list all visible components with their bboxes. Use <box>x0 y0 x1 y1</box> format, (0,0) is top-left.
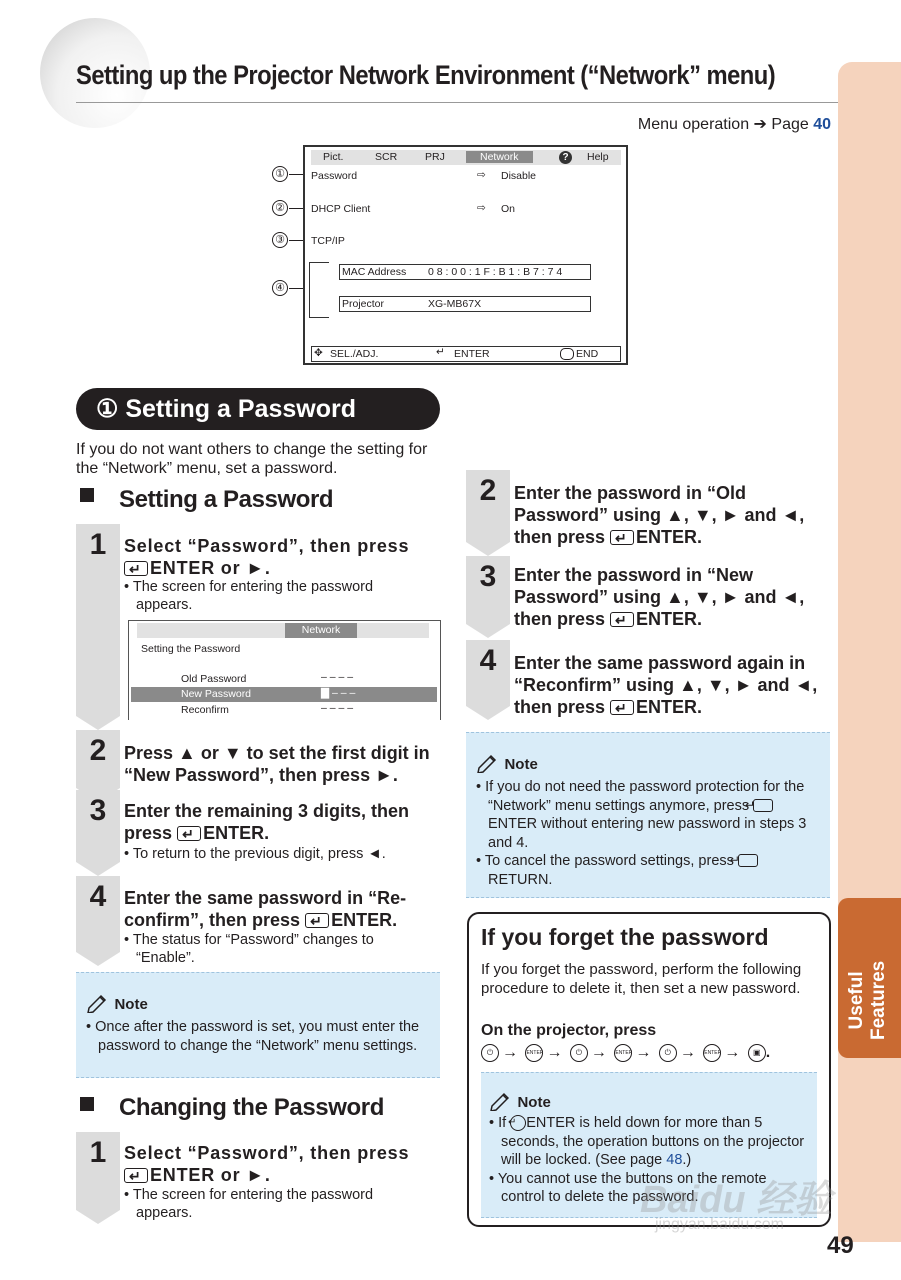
forget-note-1: • If ↵ ENTER is held down for more than 5 seconds, the operation buttons on the projector will be locked. (See page 48.) <box>489 1115 805 1168</box>
row-password-label[interactable]: Password <box>311 170 358 182</box>
change-step-4-head-b: ENTER. <box>636 697 703 717</box>
page-number: 49 <box>827 1232 854 1259</box>
change-step-1-body-text: The screen for entering the password appears. <box>132 1187 374 1221</box>
pw-old-label[interactable]: Old Password <box>181 673 247 685</box>
mac-value: 0 8 : 0 0 : 1 F : B 1 : B 7 : 7 4 <box>428 266 563 278</box>
projector-value: XG-MB67X <box>428 298 482 310</box>
side-strip <box>838 62 901 1242</box>
footer-enter: ENTER <box>454 348 490 360</box>
step-arrow <box>466 706 510 720</box>
change-step-2-heading <box>514 482 830 548</box>
step-4-head-a: Enter the same password in “Re-confirm”, then press <box>124 888 407 930</box>
step-4-heading <box>124 887 440 931</box>
note-item-1: • If you do not need the password protection for the “Network” menu settings anymore, press ↵ENTER without entering new password in steps 3 and 4. <box>476 778 820 852</box>
change-step-1-head-b: ENTER or ►. <box>150 1165 271 1185</box>
enter-icon <box>610 530 634 545</box>
note-heading <box>476 747 820 774</box>
enter-icon <box>177 826 201 841</box>
note-text-content: Once after the password is set, you must enter the password to change the “Network” menu settings. <box>95 1019 420 1054</box>
step-2-tab <box>76 730 120 788</box>
tab-prj[interactable]: PRJ <box>425 151 445 163</box>
pw-tab-network[interactable]: Network <box>285 623 357 638</box>
setting-heading: Setting a Password <box>119 486 334 513</box>
heading-square-icon <box>80 1097 94 1111</box>
enter-icon <box>610 612 634 627</box>
note-title: Note <box>114 996 148 1013</box>
step-2-num: 2 <box>89 734 107 767</box>
note-box-setting <box>76 972 440 1078</box>
step-4-head-b: ENTER. <box>331 910 398 930</box>
projector-label: Projector <box>342 298 385 310</box>
step-4-num: 4 <box>89 880 107 913</box>
change-step-3-tab <box>466 556 510 624</box>
page-48-link[interactable]: 48 <box>666 1152 683 1168</box>
footer-end: END <box>576 348 599 360</box>
step-1-body-text: The screen for entering the password appears. <box>132 579 374 613</box>
help-question-icon: ? <box>559 151 572 164</box>
step-3-body-text: To return to the previous digit, press ◄. <box>132 846 386 862</box>
pencil-note-icon <box>476 751 500 773</box>
step-4-body: • The status for “Password” changes to “Enable”. <box>124 932 374 966</box>
forget-text: If you forget the password, perform the following procedure to delete it, then set a new password. <box>481 961 802 997</box>
power-button-icon: ⏻ <box>481 1044 499 1062</box>
note-title: Note <box>504 756 538 773</box>
change-step-1-body: • The screen for entering the password appears. <box>124 1187 374 1221</box>
note-1a: If you do not need the password protection for the “Network” menu settings anymore, press <box>485 779 805 814</box>
projector-name-box <box>339 296 591 312</box>
arrow-icon: → <box>724 1044 741 1061</box>
arrow-right-icon: ⇨ <box>477 169 486 181</box>
arrow-icon: → <box>590 1044 607 1061</box>
change-step-3-head-a: Enter the password in “New Password” using ▲, ▼, ► and ◄, then press <box>514 565 805 629</box>
row-tcpip-label[interactable]: TCP/IP <box>311 235 345 247</box>
enter-button-icon: ↵ <box>510 1115 526 1131</box>
step-4-tab <box>76 876 120 952</box>
password-entry-screen <box>128 620 441 720</box>
note-heading <box>86 987 430 1014</box>
arrow-icon: → <box>635 1044 652 1061</box>
watermark-logo: Baidu 经验 <box>640 1179 833 1221</box>
note-title: Note <box>517 1094 551 1111</box>
pw-reconfirm-value: – – – – <box>321 702 354 714</box>
enter-icon <box>124 561 148 576</box>
network-menu-screen <box>303 145 628 365</box>
note-box-changing <box>466 732 830 898</box>
forget-on-projector: On the projector, press <box>481 1022 657 1039</box>
change-step-4-tab <box>466 640 510 706</box>
note-2b: RETURN. <box>488 871 553 888</box>
tab-scr[interactable]: SCR <box>375 151 398 163</box>
footer-sel: SEL./ADJ. <box>330 348 379 360</box>
step-1-num: 1 <box>89 528 107 561</box>
step-3-head-a: Enter the remaining 3 digits, then press <box>124 801 410 843</box>
change-step-4-num: 4 <box>479 644 497 677</box>
tab-help[interactable]: Help <box>587 151 609 163</box>
step-2-heading: Press ▲ or ▼ to set the first digit in “New Password”, then press ►. <box>124 743 430 785</box>
pw-tab-bar <box>137 623 429 638</box>
step-arrow <box>76 862 120 876</box>
enter-icon <box>753 799 773 812</box>
pw-new-highlight <box>131 687 437 702</box>
tab-pict[interactable]: Pict. <box>323 151 344 163</box>
step-1-tab <box>76 524 120 716</box>
changing-heading: Changing the Password <box>119 1094 384 1121</box>
row-dhcp-value: On <box>501 203 516 215</box>
step-arrow <box>466 624 510 638</box>
step-arrow <box>76 1210 120 1224</box>
pw-new-label[interactable]: New Password <box>181 688 252 700</box>
note-heading <box>489 1085 809 1112</box>
forget-note-2-text: You cannot use the buttons on the remote control to delete the password. <box>497 1170 767 1205</box>
change-step-1-tab <box>76 1132 120 1210</box>
step-arrow <box>76 716 120 730</box>
tab-network[interactable]: Network <box>466 151 533 163</box>
change-step-2-head-b: ENTER. <box>636 527 703 547</box>
change-step-2-head-a: Enter the password in “Old Password” using ▲, ▼, ► and ◄, then press <box>514 483 805 547</box>
arrow-icon: → <box>679 1044 696 1061</box>
pencil-note-icon <box>86 991 110 1013</box>
change-step-3-num: 3 <box>479 560 497 593</box>
callout-1: ① <box>272 166 288 182</box>
enter-icon <box>305 913 329 928</box>
change-step-2-tab <box>466 470 510 542</box>
forget-note-1a: If <box>498 1115 507 1131</box>
step-3-body: • To return to the previous digit, press ◄. <box>124 846 386 862</box>
step-1-heading <box>124 535 436 579</box>
step-1-head-a: Select “Password”, then press <box>124 536 410 556</box>
mac-label: MAC Address <box>342 266 407 278</box>
menu-op-label: Menu operation ➔ Page <box>637 116 814 133</box>
note-1b: ENTER without entering new password in steps 3 and 4. <box>488 816 807 851</box>
note-text: • Once after the password is set, you must enter the password to change the “Network” menu settings. <box>86 1019 420 1054</box>
callout-4: ④ <box>272 280 288 296</box>
enter-button-icon: ENTER <box>614 1044 632 1062</box>
row-dhcp-label[interactable]: DHCP Client <box>311 203 371 215</box>
heading-square-icon <box>80 488 94 502</box>
button-sequence: ⏻ → ENTER → ⏻ → ENTER → ⏻ → ENTER → ▣ . <box>481 1044 770 1062</box>
page-title: Setting up the Projector Network Environment (“Network” menu) <box>76 60 776 90</box>
forget-heading: If you forget the password <box>481 924 769 950</box>
step-arrow <box>466 542 510 556</box>
pencil-note-icon <box>489 1089 513 1111</box>
step-4-body-text: The status for “Password” changes to “Enable”. <box>132 932 374 966</box>
enter-button-icon: ENTER <box>703 1044 721 1062</box>
step-3-head-b: ENTER. <box>203 823 270 843</box>
forget-note-1b: ENTER is held down for more than 5 seconds, the operation buttons on the projector will be locked. (See page <box>501 1115 805 1168</box>
info-bracket <box>309 262 329 318</box>
pw-old-value: – – – – <box>321 671 354 683</box>
sel-adj-icon: ✥ <box>314 347 323 359</box>
callout-3: ③ <box>272 232 288 248</box>
menu-button-icon: ▣ <box>748 1044 766 1062</box>
step-1-head-b: ENTER or ►. <box>150 558 271 578</box>
menu-footer <box>311 346 621 362</box>
section-intro: If you do not want others to change the setting for the “Network” menu, set a password. <box>76 441 428 477</box>
return-icon <box>738 854 758 867</box>
change-step-2-num: 2 <box>479 474 497 507</box>
section-banner: ① Setting a Password <box>76 388 440 430</box>
arrow-right-icon: ⇨ <box>477 202 486 214</box>
tab-label-line2: Features <box>868 960 889 1040</box>
enter-icon <box>610 700 634 715</box>
menu-operation-ref <box>638 114 831 134</box>
forget-note-1c: .) <box>682 1152 692 1168</box>
step-3-num: 3 <box>89 794 107 827</box>
change-step-4-heading <box>514 652 830 718</box>
callout-2: ② <box>272 200 288 216</box>
change-step-1-num: 1 <box>89 1136 107 1169</box>
step-arrow <box>76 952 120 966</box>
note-item-2: • To cancel the password settings, press ↵RETURN. <box>476 852 820 889</box>
tab-label-line1: Useful <box>846 971 867 1030</box>
enter-icon: ↵ <box>436 346 445 358</box>
change-step-1-head-a: Select “Password”, then press <box>124 1143 410 1163</box>
arrow-icon: → <box>546 1044 563 1061</box>
power-button-icon: ⏻ <box>570 1044 588 1062</box>
end-icon <box>560 348 574 360</box>
enter-icon <box>124 1168 148 1183</box>
menu-op-page-link[interactable]: 40 <box>813 116 831 133</box>
arrow-icon: → <box>502 1044 518 1061</box>
note-2a: To cancel the password settings, press <box>484 853 734 869</box>
step-3-tab <box>76 790 120 862</box>
enter-button-icon: ENTER <box>525 1044 543 1062</box>
useful-features-label <box>846 961 890 1040</box>
change-step-3-head-b: ENTER. <box>636 609 703 629</box>
forget-note-2: • You cannot use the buttons on the remote control to delete the password. <box>489 1170 767 1205</box>
title-rule <box>76 102 846 103</box>
change-step-4-head-a: Enter the same password again in “Reconfirm” using ▲, ▼, ► and ◄, then press <box>514 653 818 717</box>
mac-address-box <box>339 264 591 280</box>
pw-title: Setting the Password <box>141 643 241 655</box>
change-step-1-heading <box>124 1142 436 1186</box>
pw-reconfirm-label[interactable]: Reconfirm <box>181 704 229 716</box>
step-1-body: • The screen for entering the password appears. <box>124 579 374 613</box>
row-password-value: Disable <box>501 170 537 182</box>
change-step-3-heading <box>514 564 830 630</box>
step-3-heading <box>124 800 440 844</box>
power-button-icon: ⏻ <box>659 1044 677 1062</box>
menu-tab-bar <box>311 150 621 165</box>
pw-new-value[interactable]: ▇ – – – <box>321 687 356 699</box>
watermark-url: jingyan.baidu.com <box>655 1216 784 1233</box>
